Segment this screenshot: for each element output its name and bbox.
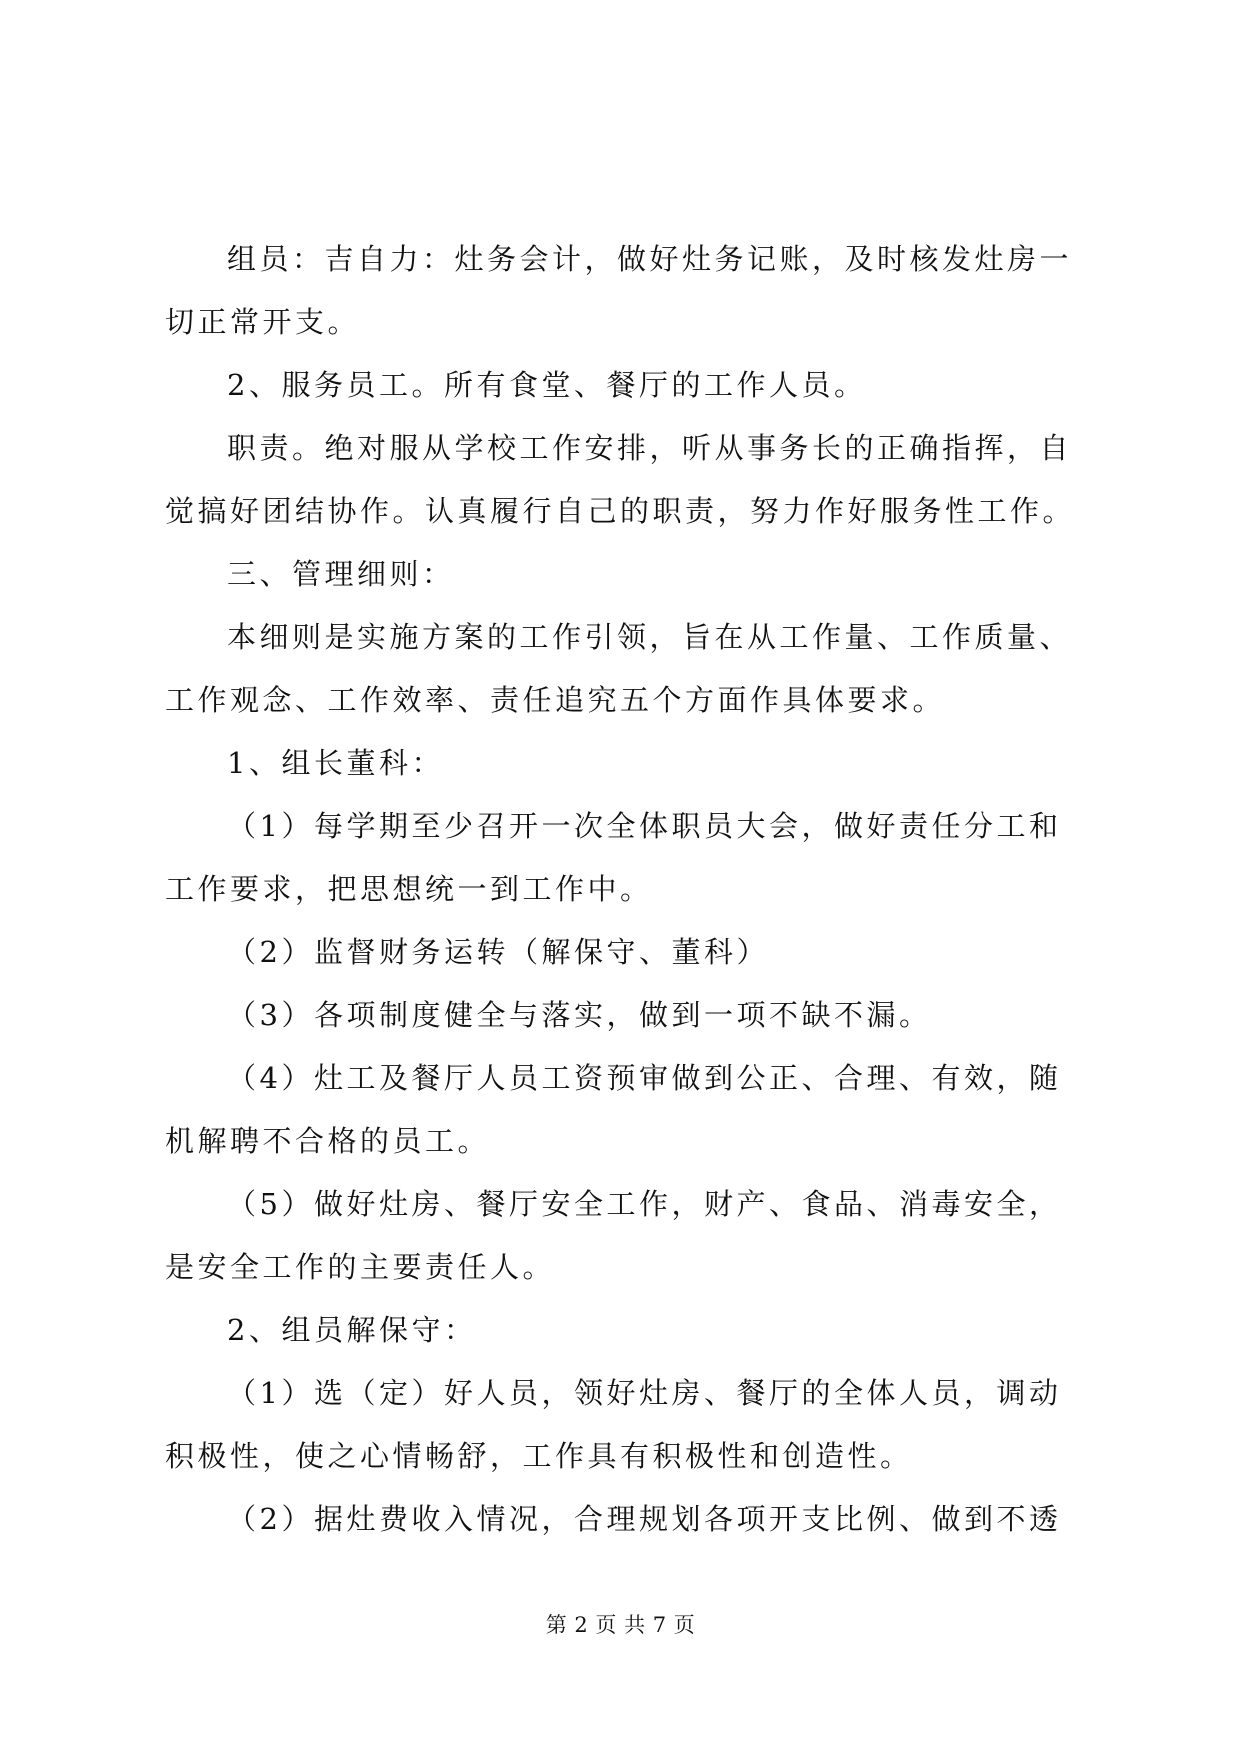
list-item: （2）据灶费收入情况，合理规划各项开支比例、做到不透: [227, 1502, 1062, 1536]
paragraph: 组员：吉自力：灶务会计，做好灶务记账，及时核发灶房一切正常开支。: [165, 242, 1073, 339]
subsection-heading: 2、组员解保守：: [227, 1313, 477, 1347]
section-heading: 三、管理细则：: [227, 557, 455, 591]
list-item: （1）选（定）好人员，领好灶房、餐厅的全体人员，调动积极性，使之心情畅舒，工作具有积极性和创造性。: [165, 1376, 1062, 1473]
list-item: （4）灶工及餐厅人员工资预审做到公正、合理、有效，随机解聘不合格的员工。: [165, 1061, 1062, 1158]
list-item: （2）监督财务运转（解保守、董科）: [227, 935, 769, 969]
paragraph: 本细则是实施方案的工作引领，旨在从工作量、工作质量、工作观念、工作效率、责任追究五个方面作具体要求。: [165, 620, 1073, 717]
list-item: （5）做好灶房、餐厅安全工作，财产、食品、消毒安全，是安全工作的主要责任人。: [165, 1187, 1062, 1284]
paragraph: 2、服务员工。所有食堂、餐厅的工作人员。: [227, 368, 867, 402]
page-number: 第 2 页 共 7 页: [545, 1613, 696, 1637]
document-body: [165, 228, 1085, 1551]
list-item: （1）每学期至少召开一次全体职员大会，做好责任分工和工作要求，把思想统一到工作中。: [165, 809, 1062, 906]
list-item: （3）各项制度健全与落实，做到一项不缺不漏。: [227, 998, 932, 1032]
subsection-heading: 1、组长董科：: [227, 746, 444, 780]
page-footer: [0, 1610, 1241, 1640]
paragraph: 职责。绝对服从学校工作安排，听从事务长的正确指挥，自觉搞好团结协作。认真履行自己的职责，努力作好服务性工作。: [165, 431, 1076, 528]
